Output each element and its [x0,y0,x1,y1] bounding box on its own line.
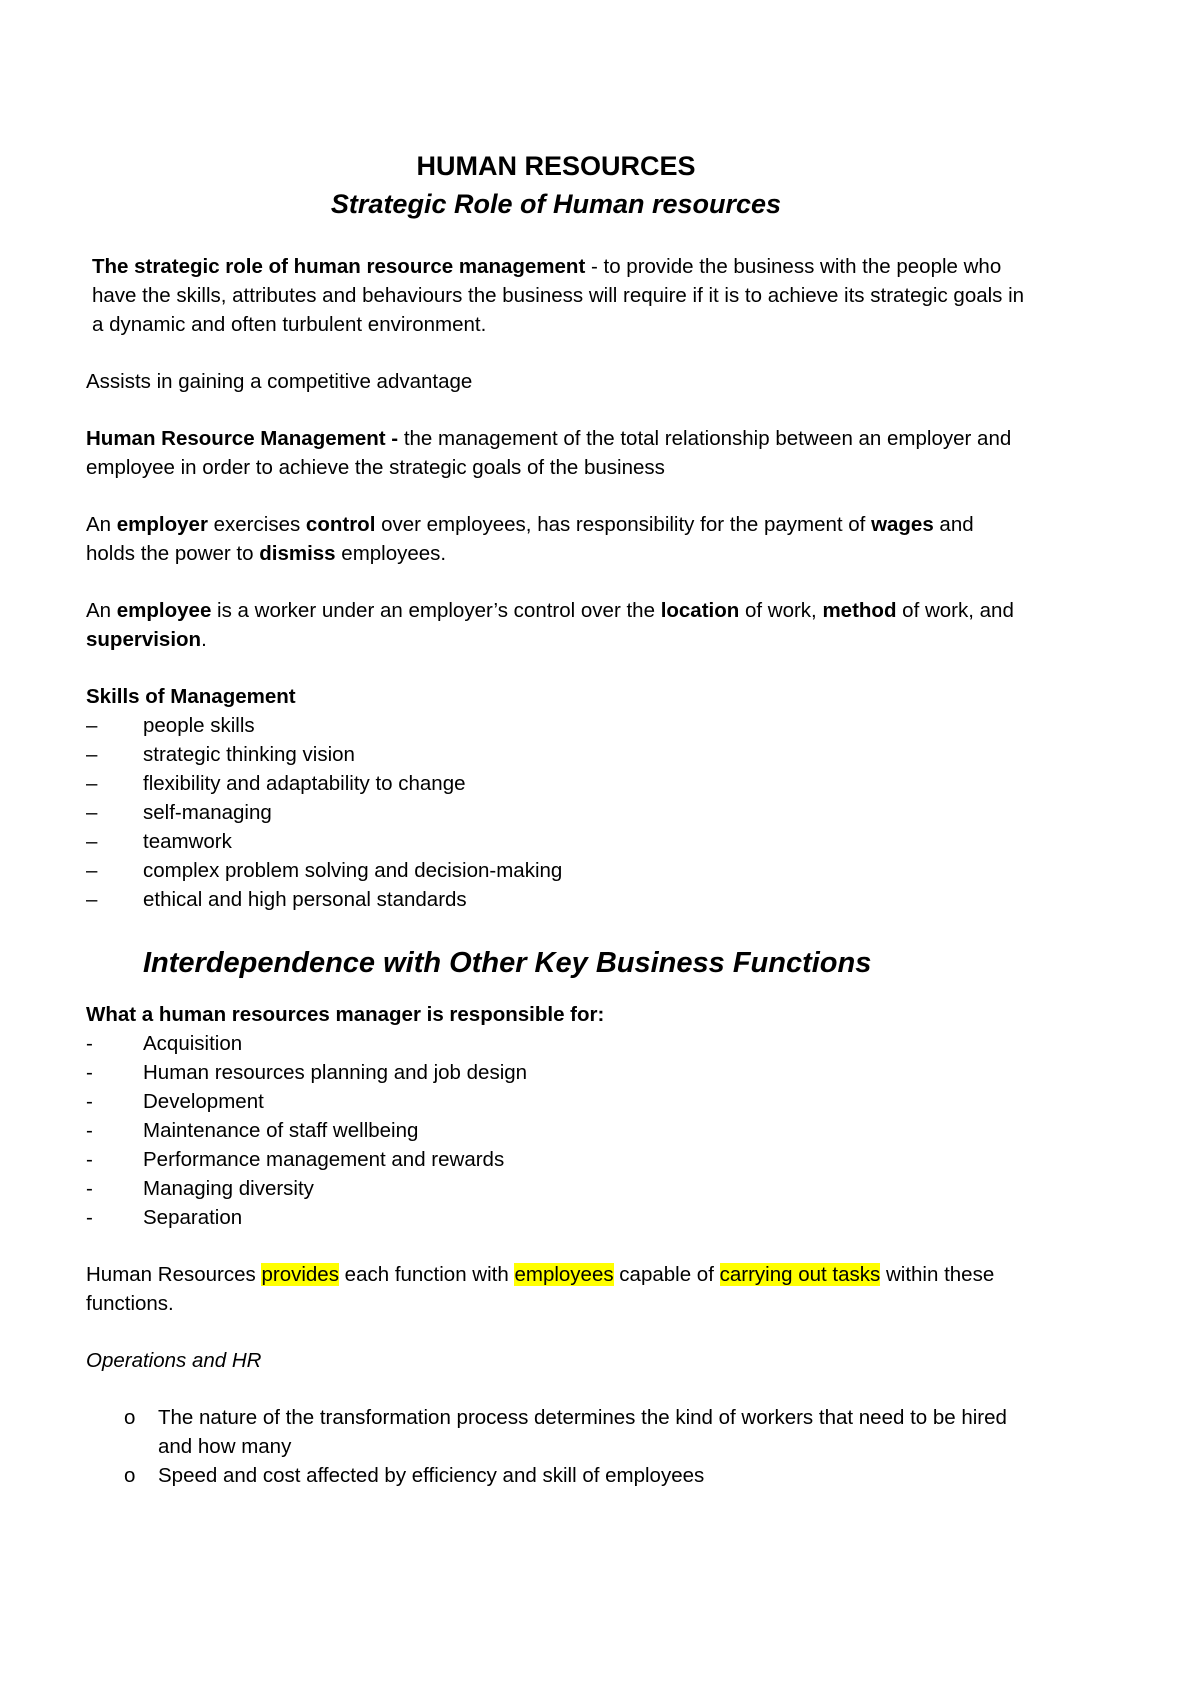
definition-term: Human Resource Management - [86,427,399,450]
operations-heading: Operations and HR [86,1349,262,1372]
text-run: over employees, has responsibility for the payment of [375,513,872,536]
bold-run: employer [116,513,208,536]
list-item [86,1029,1026,1058]
dash-marker: – [86,830,98,853]
list-item [86,1145,1026,1174]
list-item-text: Speed and cost affected by efficiency and skill of employees [158,1464,705,1487]
text-run: An [86,513,117,536]
dash-marker: – [86,772,98,795]
text-run: . [201,628,207,651]
hyphen-marker: - [86,1090,93,1113]
text-run: within these functions. [86,1263,995,1315]
text-run: An [86,599,117,622]
definition-text: - to provide the business with the people who have the skills, attributes and behaviours the business will require if it is to achieve its strategic goals in a dynamic and often turbulent environment. [92,255,1025,336]
strategic-role-definition [86,252,1026,339]
document-subtitle: Strategic Role of Human resources [330,189,782,219]
text-run: capable of [613,1263,720,1286]
section-heading: Interdependence with Other Key Business Functions [143,947,872,979]
circle-bullet-marker: o [124,1406,136,1429]
text-run: and holds the power to [86,513,974,565]
bold-run: wages [871,513,934,536]
hyphen-marker: - [86,1177,93,1200]
list-item-text: ethical and high personal standards [143,888,467,911]
hyphen-marker: - [86,1119,93,1142]
highlighted-text: provides [261,1263,339,1286]
text-run: employees. [335,542,447,565]
list-item-text: Human resources planning and job design [143,1061,528,1084]
dash-marker: – [86,743,98,766]
list-item [86,856,1026,885]
text-run: Human Resources [86,1263,262,1286]
bold-run: control [305,513,376,536]
text-run: exercises [207,513,306,536]
list-item [86,1087,1026,1116]
definition-term: The strategic role of human resource management [92,255,586,278]
bold-run: method [822,599,897,622]
bold-run: location [660,599,740,622]
hyphen-marker: - [86,1148,93,1171]
list-item [86,1058,1026,1087]
list-item-text: Performance management and rewards [143,1148,505,1171]
hyphen-marker: - [86,1032,93,1055]
list-item-text: Separation [143,1206,243,1229]
list-item-text: Development [143,1090,264,1113]
highlighted-text: employees [514,1263,614,1286]
list-item [86,885,1026,914]
list-item-text: Acquisition [143,1032,243,1055]
circle-bullet-marker: o [124,1464,136,1487]
list-item [86,1174,1026,1203]
list-item [86,711,1026,740]
document-title: HUMAN RESOURCES [416,151,696,181]
list-item-text: strategic thinking vision [143,743,355,766]
list-item-text: complex problem solving and decision-making [143,859,563,882]
list-item-text: teamwork [143,830,232,853]
bold-run: supervision [86,628,202,651]
bold-run: employee [116,599,212,622]
definition-text: the management of the total relationship between an employer and employee in order to achieve the strategic goals of the business [86,427,1012,479]
list-item [86,769,1026,798]
list-item [86,1116,1026,1145]
list-item [86,827,1026,856]
hrm-definition [86,424,1026,482]
skills-heading: Skills of Management [86,685,296,708]
list-item-text: flexibility and adaptability to change [143,772,466,795]
dash-marker: – [86,888,98,911]
list-item [86,1461,1026,1490]
list-item-text: Managing diversity [143,1177,314,1200]
highlighted-text: carrying out tasks [719,1263,881,1286]
list-item-text: people skills [143,714,255,737]
hr-provides-paragraph [86,1260,1026,1318]
employee-definition [86,596,1026,654]
list-item-text: Maintenance of staff wellbeing [143,1119,419,1142]
employer-definition [86,510,1026,568]
text-run: each function with [338,1263,515,1286]
list-item [86,798,1026,827]
skills-list [86,711,1026,914]
dash-marker: – [86,714,98,737]
text-run: of work, [739,599,823,622]
document-page [86,148,1026,1490]
hyphen-marker: - [86,1061,93,1084]
list-item [86,1203,1026,1232]
competitive-advantage-line: Assists in gaining a competitive advantage [86,370,473,393]
list-item [86,1403,1026,1461]
operations-list [86,1403,1026,1490]
list-item [86,740,1026,769]
bold-run: dismiss [259,542,336,565]
text-run: of work, and [896,599,1014,622]
dash-marker: – [86,859,98,882]
list-item-text: self-managing [143,801,272,824]
dash-marker: – [86,801,98,824]
hyphen-marker: - [86,1206,93,1229]
list-item-text: The nature of the transformation process determines the kind of workers that need to be hired and how many [158,1406,1007,1458]
responsibilities-heading: What a human resources manager is responsible for: [86,1003,605,1026]
responsibilities-list [86,1029,1026,1232]
text-run: is a worker under an employer’s control over the [211,599,661,622]
